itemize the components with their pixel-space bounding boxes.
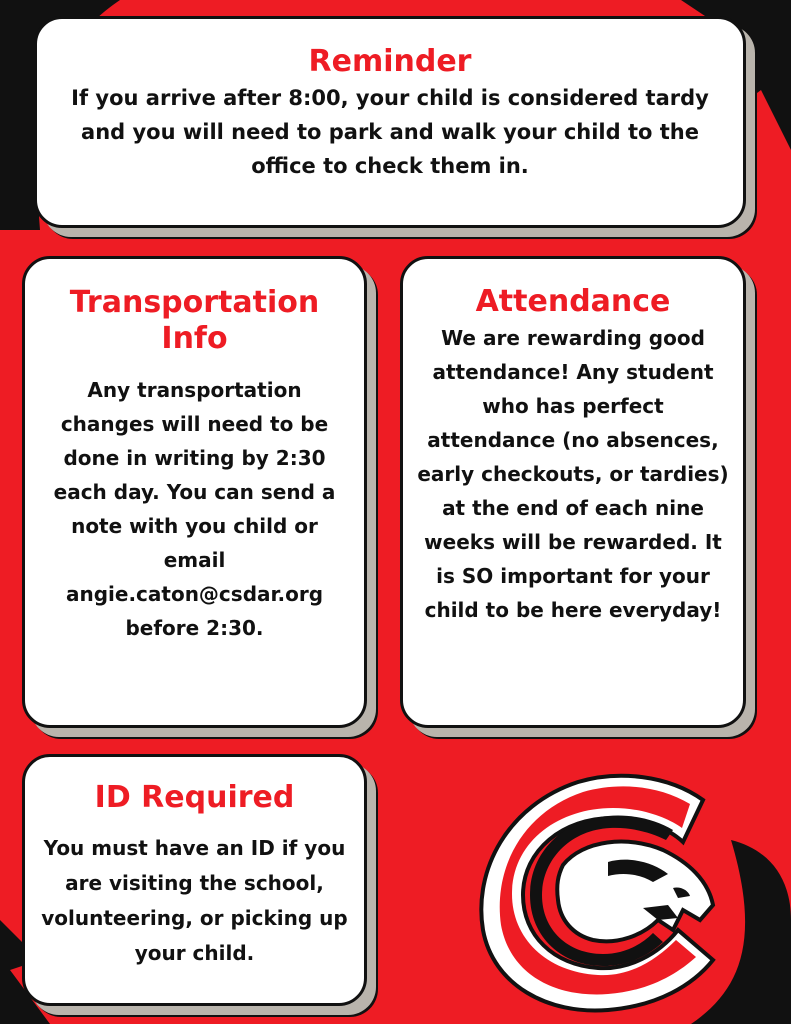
attendance-title: Attendance (475, 284, 671, 319)
id-required-card (22, 754, 367, 1006)
reminder-card (34, 16, 746, 228)
reminder-body: If you arrive after 8:00, your child is considered tardy and you will need to park and walk your child to the office to check them in. (71, 86, 709, 178)
attendance-card (400, 256, 746, 728)
attendance-body: We are rewarding good attendance! Any student who has perfect attendance (no absences, early checkouts, or tardies) at the end of each nine weeks will be rewarded. It is SO important for your child to be here everyday! (417, 326, 729, 622)
id-required-body: You must have an ID if you are visiting the school, volunteering, or picking up your child. (41, 836, 348, 965)
transportation-body: Any transportation changes will need to be done in writing by 2:30 each day. You can send a note with you child or email angie.caton@csdar.org before 2:30. (53, 378, 336, 640)
reminder-title: Reminder (308, 44, 472, 79)
id-required-title: ID Required (94, 780, 295, 815)
transportation-title: Transportation Info (69, 285, 320, 356)
cougar-c-logo-icon (468, 770, 728, 1015)
transportation-card (22, 256, 367, 728)
